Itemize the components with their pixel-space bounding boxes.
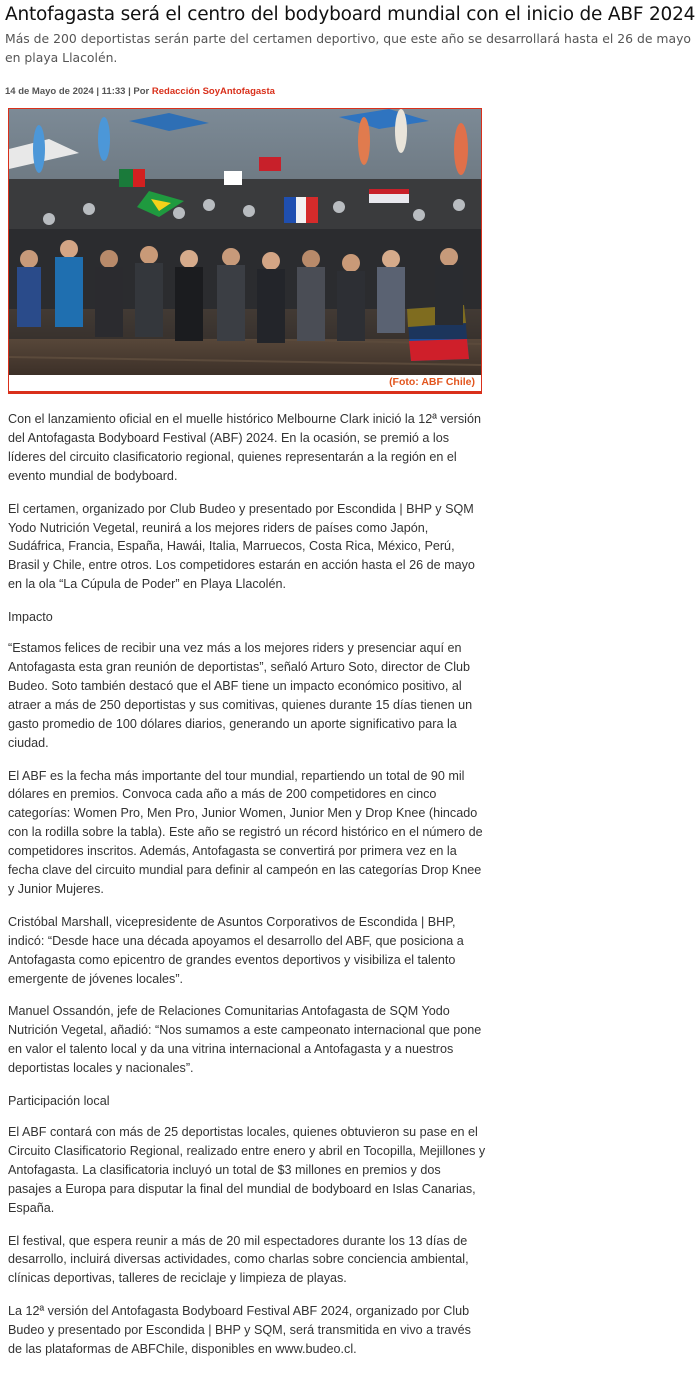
article-paragraph: El festival, que espera reunir a más de 20 mil espectadores durante los 13 días de desarrollo, incluirá diversas actividades, como charlas sobre conciencia ambiental, clínicas deportivas, talleres de reciclaje y limpieza de playas. [8, 1233, 469, 1286]
article-paragraph: “Estamos felices de recibir una vez más a los mejores riders y presenciar aquí en Antofagasta esta gran reunión de deportistas”, señaló Arturo Soto, director de Club Budeo. Soto también destacó que el ABF tiene un impacto económico positivo, al atraer a más de 250 deportistas y sus comitivas, quienes durante 15 días tienen un gasto promedio de 100 dólares diarios, generando un aporte significativo para la ciudad. [8, 641, 473, 750]
meta-separator: | [96, 86, 102, 97]
article-subtitle: Más de 200 deportistas serán parte del certamen deportivo, que este año se desarrollará hasta el 26 de mayo en playa Llacolén. [5, 31, 691, 65]
publish-date: 14 de Mayo de 2024 [5, 86, 94, 97]
article-headline: Antofagasta será el centro del bodyboard mundial con el inicio de ABF 2024 [5, 4, 696, 25]
article-paragraph: Con el lanzamiento oficial en el muelle histórico Melbourne Clark inició la 12ª versión del Antofagasta Bodyboard Festival (ABF) 2024. En la ocasión, se premió a los líderes del circuito clasificatorio regional, quienes representarán a la región en el evento mundial de bodyboard. [8, 412, 481, 483]
article-paragraph: Manuel Ossandón, jefe de Relaciones Comunitarias Antofagasta de SQM Yodo Nutrición Vegetal, añadió: “Nos sumamos a este campeonato internacional que pone en valor el talento local y da una vitrina internacional a Antofagasta y a nuestros deportistas locales y nacionales”. [8, 1004, 482, 1076]
article-body [8, 410, 486, 1373]
article-paragraph: Cristóbal Marshall, vicepresidente de Asuntos Corporativos de Escondida | BHP, indicó: “Desde hace una década apoyamos el desarrollo del ABF, que posiciona a Antofagasta como epicentro de grandes eventos deportivos y visibiliza el talento emergente de jóvenes locales”. [8, 914, 464, 986]
article-photo [8, 108, 482, 394]
group-photo-image [9, 109, 481, 375]
meta-separator: | [128, 86, 134, 97]
article-paragraph: El ABF contará con más de 25 deportistas locales, quienes obtuvieron su pase en el Circuito Clasificatorio Regional, realizado entre enero y abril en Tocopilla, Mejillones y Antofagasta. La clasificatoria incluyó un total de $3 millones en premios y dos pasajes a Europa para disputar la final del mundial de bodyboard en Islas Canarias, España. [8, 1125, 486, 1215]
article-paragraph: El certamen, organizado por Club Budeo y presentado por Escondida | BHP y SQM Yodo Nutrición Vegetal, reunirá a los mejores riders de países como Japón, Sudáfrica, Francia, España, Hawái, Italia, Marruecos, Costa Rica, México, Perú, Brasil y Chile, entre otros. Los competidores estarán en acción hasta el 26 de mayo en la ola “La Cúpula de Poder” en Playa Llacolén. [8, 501, 475, 592]
photo-caption: (Foto: ABF Chile) [389, 376, 475, 388]
article-meta [5, 86, 275, 97]
article-paragraph: La 12ª versión del Antofagasta Bodyboard Festival ABF 2024, organizado por Club Budeo y presentado por Escondida | BHP y SQM, será transmitida en vivo a través de las plataformas de ABFChile, disponibles en www.budeo.cl. [8, 1304, 471, 1357]
article-paragraph: El ABF es la fecha más importante del tour mundial, repartiendo un total de 90 mil dólares en premios. Convoca cada año a más de 200 competidores en cinco categorías: Women Pro, Men Pro, Junior Women, Junior Men y Drop Knee (hincado con la rodilla sobre la tabla). Este año se registró un récord histórico en el número de competidores inscritos. Además, Antofagasta se convertirá por primera vez en la fecha clave del circuito mundial para definir al campeón en las categorías Drop Knee y Junior Mujeres. [8, 768, 483, 896]
section-subheading: Impacto [8, 610, 53, 625]
byline-prefix: Por [133, 86, 150, 97]
section-subheading: Participación local [8, 1094, 110, 1109]
publish-time: 11:33 [101, 86, 126, 97]
author-link[interactable]: Redacción SoyAntofagasta [151, 86, 275, 97]
